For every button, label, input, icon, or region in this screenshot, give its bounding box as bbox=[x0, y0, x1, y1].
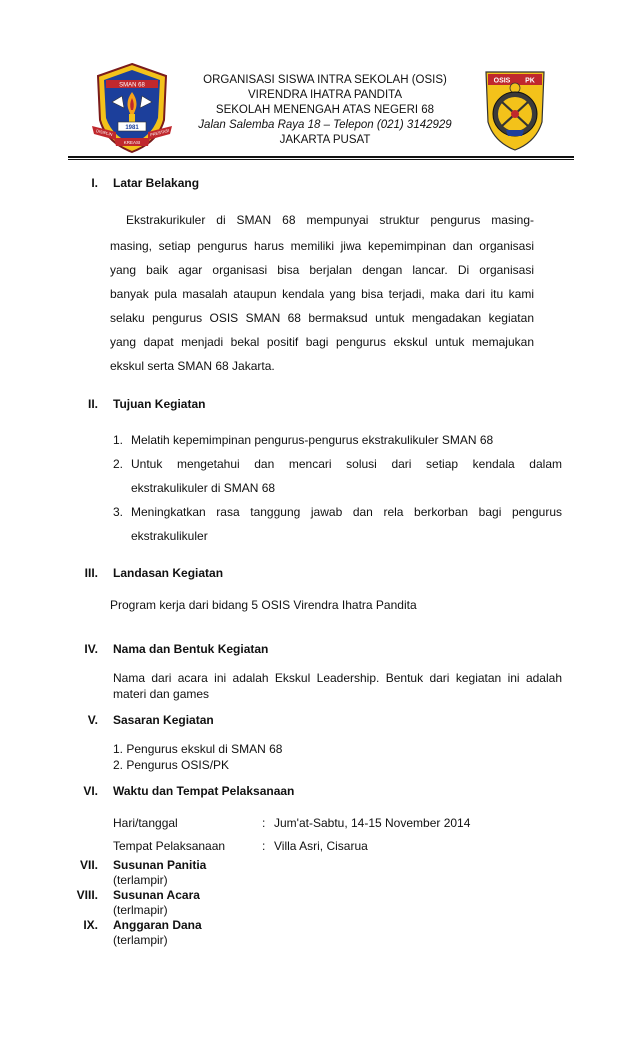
schedule-date-value: Jum'at-Sabtu, 14-15 November 2014 bbox=[274, 816, 471, 830]
target-1: 1. Pengurus ekskul di SMAN 68 bbox=[113, 742, 283, 756]
section-9-title: Anggaran Dana bbox=[113, 918, 202, 932]
section-1-line-7: ekskul serta SMAN 68 Jakarta. bbox=[110, 359, 275, 373]
schedule-date-separator: : bbox=[262, 816, 266, 830]
emblem-year-text: 1981 bbox=[125, 125, 139, 131]
emblem-ribbon-bottom-text: KREASI bbox=[123, 140, 141, 145]
emblem-top-band-text: SMAN 68 bbox=[119, 82, 145, 89]
letterhead-school: SEKOLAH MENENGAH ATAS NEGERI 68 bbox=[215, 104, 435, 116]
letterhead bbox=[170, 73, 480, 148]
schedule-place-label: Tempat Pelaksanaan bbox=[113, 839, 226, 853]
section-8-note: (terlmapir) bbox=[113, 903, 168, 917]
section-6-number: VI. bbox=[83, 784, 98, 798]
letterhead-address: Jalan Salemba Raya 18 – Telepon (021) 3142929 bbox=[198, 119, 452, 131]
section-1-line-3: yang baik agar organisasi bisa berjalan dengan lancar. Di organisasi bbox=[110, 263, 534, 277]
section-3-title: Landasan Kegiatan bbox=[113, 566, 224, 580]
section-7-title: Susunan Panitia bbox=[113, 858, 207, 872]
section-5-title: Sasaran Kegiatan bbox=[113, 713, 214, 727]
school-emblem-logo bbox=[92, 62, 172, 154]
schedule-place-value: Villa Asri, Cisarua bbox=[274, 839, 368, 853]
section-6-title: Waktu dan Tempat Pelaksanaan bbox=[113, 784, 295, 798]
section-2-title: Tujuan Kegiatan bbox=[113, 397, 206, 411]
section-1-title: Latar Belakang bbox=[113, 176, 200, 190]
section-3-number: III. bbox=[84, 566, 98, 580]
header-rule-thin bbox=[68, 159, 574, 160]
section-1-number: I. bbox=[91, 176, 98, 190]
badge-right-text: PK bbox=[525, 77, 535, 85]
section-1-line-4: banyak pula masalah ataupun kendala yang bisa terjadi, maka dari itu kami bbox=[110, 287, 534, 301]
section-9-number: IX. bbox=[83, 918, 98, 932]
section-4-line-1: Nama dari acara ini adalah Ekskul Leadership. Bentuk dari kegiatan ini adalah bbox=[113, 671, 562, 685]
goal-2-text-continued: ekstrakulikuler di SMAN 68 bbox=[131, 481, 276, 495]
goal-3-text: Meningkatkan rasa tanggung jawab dan rela berkorban bagi pengurus bbox=[131, 505, 562, 519]
badge-left-text: OSIS bbox=[493, 77, 511, 85]
section-2-number: II. bbox=[87, 397, 98, 411]
section-4-title: Nama dan Bentuk Kegiatan bbox=[113, 642, 269, 656]
letterhead-city: JAKARTA PUSAT bbox=[279, 134, 371, 146]
goal-2-number: 2. bbox=[113, 457, 124, 471]
letterhead-name: VIRENDRA IHATRA PANDITA bbox=[248, 89, 402, 101]
section-4-line-2: materi dan games bbox=[113, 687, 210, 701]
goal-3-number: 3. bbox=[113, 505, 124, 519]
section-7-note: (terlampir) bbox=[113, 873, 168, 887]
goal-1-number: 1. bbox=[113, 433, 124, 447]
section-4-number: IV. bbox=[84, 642, 98, 656]
section-1-line-2: masing, setiap pengurus harus memiliki jiwa kepemimpinan dan organisasi bbox=[110, 239, 534, 253]
schedule-date-label: Hari/tanggal bbox=[113, 816, 178, 830]
target-2: 2. Pengurus OSIS/PK bbox=[113, 758, 230, 772]
section-1-line-6: yang dapat menjadi bekal positif bagi pengurus ekskul untuk memajukan bbox=[110, 335, 534, 349]
schedule-place-separator: : bbox=[262, 839, 266, 853]
letterhead-organization: ORGANISASI SISWA INTRA SEKOLAH (OSIS) bbox=[203, 74, 447, 86]
section-8-number: VIII. bbox=[76, 888, 98, 902]
section-1-line-5: selaku pengurus OSIS SMAN 68 bermaksud untuk mengadakan kegiatan bbox=[110, 311, 534, 325]
section-7-number: VII. bbox=[79, 858, 98, 872]
osis-badge-logo bbox=[480, 62, 550, 154]
section-8-title: Susunan Acara bbox=[113, 888, 200, 902]
section-5-number: V. bbox=[87, 713, 98, 727]
goal-2-text: Untuk mengetahui dan mencari solusi dari setiap kendala dalam bbox=[131, 457, 562, 471]
goal-1-text: Melatih kepemimpinan pengurus-pengurus ekstrakulikuler SMAN 68 bbox=[131, 433, 494, 447]
section-9-note: (terlampir) bbox=[113, 933, 168, 947]
emblem-ribbon-left-text: DISIPLIN bbox=[95, 128, 114, 137]
goal-3-text-continued: ekstrakulikuler bbox=[131, 529, 208, 543]
emblem-ribbon-right-text: PRESTASI bbox=[149, 127, 170, 138]
header-rule-thick bbox=[68, 156, 574, 158]
section-1-line-1: Ekstrakurikuler di SMAN 68 mempunyai struktur pengurus masing- bbox=[126, 213, 534, 227]
section-3-text: Program kerja dari bidang 5 OSIS Virendra Ihatra Pandita bbox=[110, 598, 417, 612]
